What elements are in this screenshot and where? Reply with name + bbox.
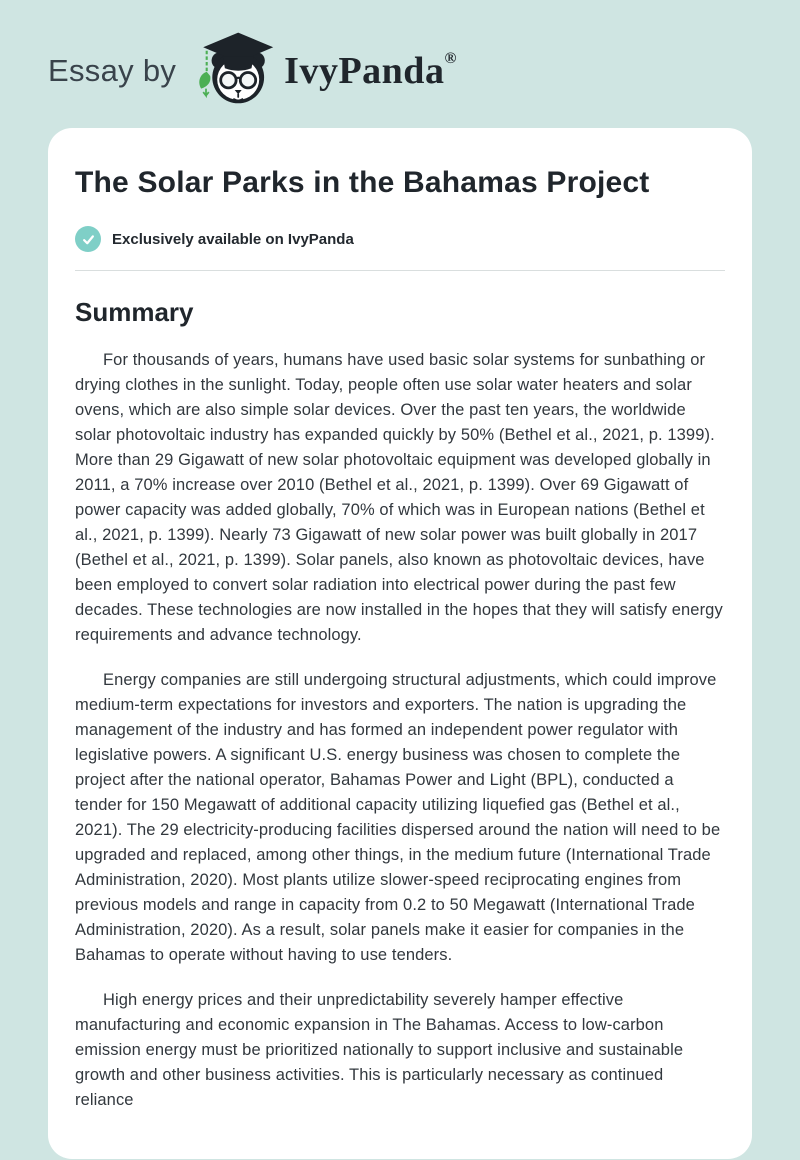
brand-name: IvyPanda — [284, 50, 445, 92]
panda-graduate-logo-icon — [192, 28, 276, 115]
exclusive-badge-label: Exclusively available on IvyPanda — [112, 230, 354, 248]
essay-title: The Solar Parks in the Bahamas Project — [75, 166, 650, 199]
essay-card — [48, 128, 752, 1159]
header-prefix: Essay by — [48, 53, 177, 88]
summary-paragraph-1: For thousands of years, humans have used basic solar systems for sunbathing or drying clothes in the sunlight. Today, people often use solar water heaters and solar ovens, which are also simple solar devices. Over the past ten years, the worldwide solar photovoltaic industry has expanded quickly by 50% (Bethel et al., 2021, p. 1399). More than 29 Gigawatt of new solar photovoltaic equipment was developed globally in 2011, a 70% increase over 2010 (Bethel et al., 2021, p. 1399). Over 69 Gigawatt of power capacity was added globally, 70% of which was in European nations (Bethel et al., 2021, p. 1399). Nearly 73 Gigawatt of new solar power was built globally in 2017 (Bethel et al., 2021, p. 1399). Solar panels, also known as photovoltaic devices, have been employed to convert solar radiation into electrical power during the past few decades. These technologies are now installed in the hopes that they will satisfy energy requirements and advance technology. — [75, 351, 723, 644]
exclusive-badge — [75, 226, 725, 252]
checkmark-icon — [75, 226, 101, 252]
summary-paragraph-2: Energy companies are still undergoing structural adjustments, which could improve medium-term expectations for investors and exporters. The nation is upgrading the management of the industry and has formed an independent power regulator with legislative powers. A significant U.S. energy business was chosen to complete the project after the national operator, Bahamas Power and Light (BPL), conducted a tender for 150 Megawatt of additional capacity utilizing liquefied gas (Bethel et al., 2021). The 29 electricity-producing facilities dispersed around the nation will need to be upgraded and replaced, among other things, in the medium future (International Trade Administration, 2020). Most plants utilize slower-speed reciprocating engines from previous models and range in capacity from 0.2 to 50 Megawatt (International Trade Administration, 2020). As a result, solar panels make it easier for companies in the Bahamas to operate without having to use tenders. — [75, 671, 721, 964]
header — [0, 0, 800, 128]
section-heading-summary: Summary — [75, 297, 194, 327]
ivypanda-brand-link[interactable] — [192, 28, 456, 115]
summary-paragraph-3: High energy prices and their unpredictability severely hamper effective manufacturing and economic expansion in The Bahamas. Access to low-carbon emission energy must be prioritized nationally to support inclusive and sustainable growth and other business activities. This is particularly necessary as continued reliance — [75, 991, 684, 1109]
registered-mark: ® — [444, 50, 457, 67]
divider — [75, 270, 725, 271]
